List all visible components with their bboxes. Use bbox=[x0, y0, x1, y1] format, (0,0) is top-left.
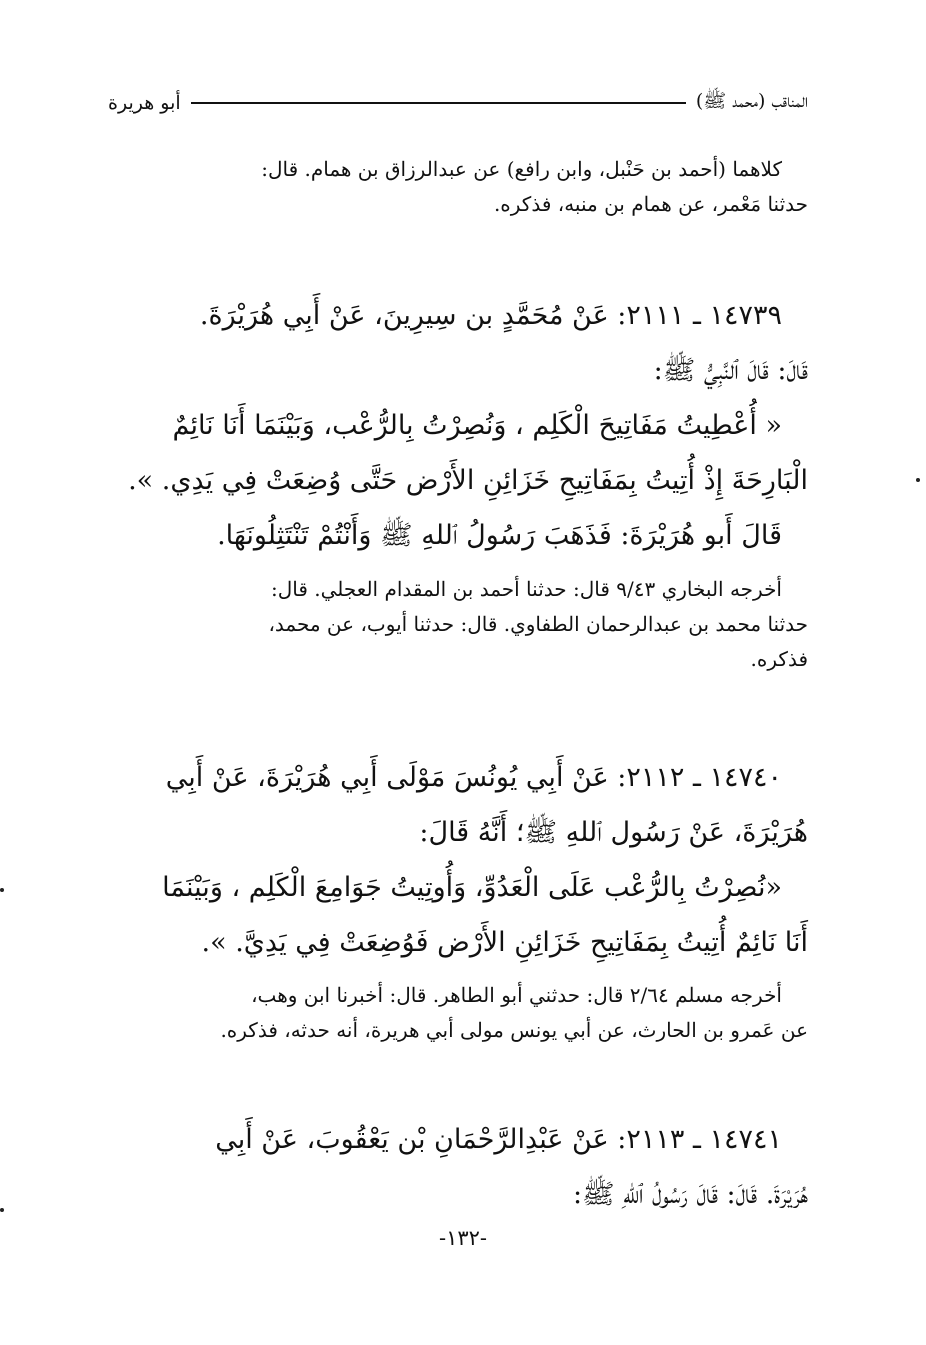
page-number: -١٣٢- bbox=[438, 1226, 488, 1250]
hadith-14740-isnad-1: ١٤٧٤٠ ـ ٢١١٢: عَنْ أَبِي يُونُسَ مَوْلَى أَبِي هُرَيْرَةَ، عَنْ أَبِي bbox=[165, 762, 782, 793]
hadith-14740-takhrij bbox=[108, 978, 808, 1048]
hadith-14739-isnad-1: ١٤٧٣٩ ـ ٢١١١: عَنْ مُحَمَّدٍ بن سِيرِينَ، عَنْ أَبِي هُرَيْرَةَ. bbox=[199, 300, 782, 331]
section-title: أبو هريرة bbox=[108, 92, 181, 114]
takhrij-14739-line-2: حدثنا محمد بن عبدالرحمان الطفاوي. قال: حدثنا أيوب، عن محمد، bbox=[268, 612, 808, 636]
hadith-14740-matn-1: «نُصِرْتُ بِالرُّعْب عَلَى الْعَدُوِّ، وَأُوتِيتُ جَوَامِعَ الْكَلِم ، وَبَيْنَمَا bbox=[162, 872, 782, 903]
chapter-title: المناقب (محمد ﷺ) bbox=[695, 90, 808, 112]
running-header bbox=[108, 88, 808, 118]
header-rule bbox=[191, 102, 686, 104]
hadith-14739 bbox=[108, 288, 808, 563]
hadith-14741-isnad-2: هُرَيْرَةَ. قَالَ: قَالَ رَسُولُ ٱللهِ ﷺ: bbox=[572, 1179, 808, 1210]
takhrij-14739-line-3: فذكره. bbox=[750, 647, 808, 671]
hadith-14741-isnad-1: ١٤٧٤١ ـ ٢١١٣: عَنْ عَبْدِالرَّحْمَانِ بْن يَعْقُوبَ، عَنْ أَبِي bbox=[215, 1124, 782, 1155]
hadith-14740-matn-2: أَنَا نَائِمٌ أُتِيتُ بِمَفَاتِيحِ خَزَائِنِ الأَرْض فَوُضِعَتْ فِي يَدِيَّ. ». bbox=[201, 927, 808, 958]
hadith-14739-matn-2: الْبَارِحَةَ إِذْ أُتِيتُ بِمَفَاتِيحِ خَزَائِنِ الأَرْض حَتَّى وُضِعَتْ فِي يَدِي. ». bbox=[128, 465, 808, 496]
hadith-14739-matn-3: قَالَ أَبو هُرَيْرَةَ: فَذَهَبَ رَسُولُ ٱللهِ ﷺ وَأَنْتُمْ تَنْتَثِلُونَهَا. bbox=[217, 520, 782, 551]
intro-note bbox=[108, 152, 808, 222]
scan-speck bbox=[916, 478, 920, 482]
takhrij-14739-line-1: أخرجه البخاري ٩/٤٣ قال: حدثنا أحمد بن المقدام العجلي. قال: bbox=[270, 577, 782, 601]
intro-note-line-2: حدثنا مَعْمر، عن همام بن منبه، فذكره. bbox=[493, 192, 808, 216]
intro-note-line-1: كلاهما (أحمد بن حَنْبل، وابن رافع) عن عبدالرزاق بن همام. قال: bbox=[261, 157, 782, 181]
hadith-14739-matn-1: « أُعْطِيتُ مَفَاتِيحَ الْكَلِم ، وَنُصِرْتُ بِالرُّعْب، وَبَيْنَمَا أَنَا نَائِمٌ bbox=[172, 410, 782, 441]
takhrij-14740-line-1: أخرجه مسلم ٢/٦٤ قال: حدثني أبو الطاهر. قال: أخبرنا ابن وهب، bbox=[251, 983, 782, 1007]
hadith-14739-isnad-2: قَالَ: قَالَ ٱلنَّبِيُّ ﷺ: bbox=[653, 355, 808, 386]
scan-speck bbox=[0, 888, 4, 892]
hadith-14740 bbox=[108, 750, 808, 970]
takhrij-14740-line-2: عن عَمرو بن الحارث، عن أبي يونس مولى أبي هريرة، أنه حدثه، فذكره. bbox=[220, 1018, 808, 1042]
hadith-14740-isnad-2: هُرَيْرَةَ، عَنْ رَسُول ٱللهِ ﷺ؛ أَنَّهُ قَالَ: bbox=[419, 817, 808, 848]
hadith-14741 bbox=[108, 1112, 808, 1222]
hadith-14739-takhrij bbox=[108, 572, 808, 677]
scan-speck bbox=[0, 1208, 4, 1212]
